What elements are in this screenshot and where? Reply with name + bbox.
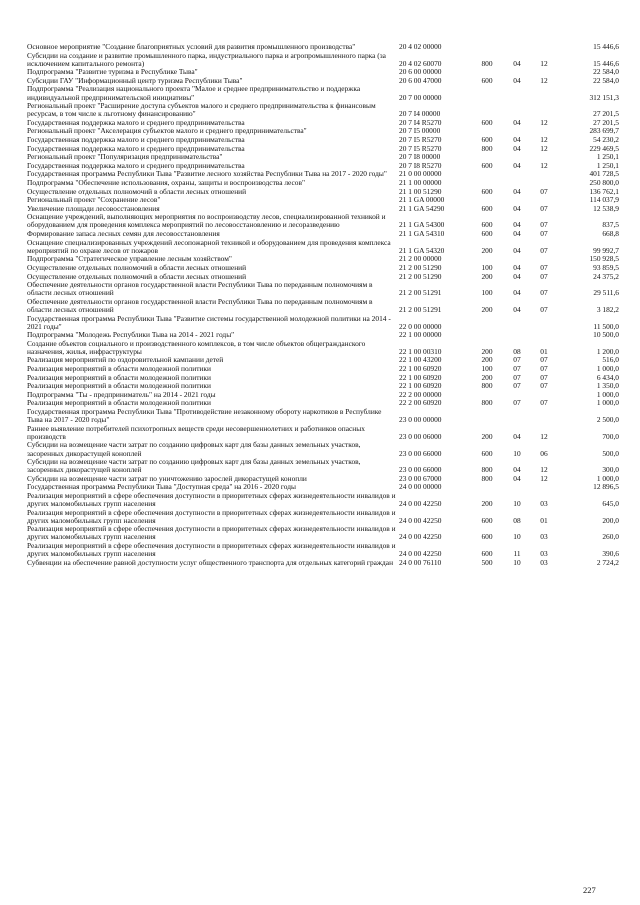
row-name: Региональный проект "Популяризация предпринимательства" xyxy=(27,152,223,162)
row-subsection: 07 xyxy=(540,304,548,314)
row-amount: 1 000,0 xyxy=(596,473,619,483)
row-expense-type: 800 xyxy=(481,473,493,483)
row-name: Подпрограмма "Обеспечение использования, охраны, защиты и воспроизводства лесов" xyxy=(27,178,305,187)
row-section xyxy=(502,331,532,340)
row-target-code: 21 1 GA 54290 xyxy=(399,203,445,213)
row-subsection xyxy=(532,408,556,425)
row-name: Государственная программа Республики Тыва "Доступная среда" на 2016 - 2020 годы xyxy=(27,482,296,492)
row-target-code: 20 4 02 00000 xyxy=(399,42,442,51)
row-target-code: 20 7 I5 R5270 xyxy=(399,143,442,153)
row-expense-type: 600 xyxy=(481,532,493,542)
row-subsection: 12 xyxy=(540,465,548,475)
table-row xyxy=(26,441,620,458)
row-name: Государственная поддержка малого и среднего предпринимательства xyxy=(27,143,245,153)
row-section: 07 xyxy=(513,364,521,374)
row-subsection: 12 xyxy=(540,431,548,441)
row-subsection xyxy=(532,331,556,340)
row-subsection: 07 xyxy=(540,355,548,365)
row-expense-type: 600 xyxy=(481,75,493,85)
row-expense-type: 200 xyxy=(481,355,493,365)
row-target-code: 20 7 I5 00000 xyxy=(399,126,441,136)
table-row xyxy=(26,52,620,69)
row-expense-type xyxy=(472,85,502,102)
table-row xyxy=(26,239,620,256)
row-name: Обеспечение деятельности органов государственной власти Республики Тыва по переданным полномочиям в области лесных отношений xyxy=(27,280,373,298)
row-name: Реализация мероприятий в сфере обеспечения доступности в приоритетных сферах жизнедеятельности инвалидов и других маломобильных групп населения xyxy=(27,490,396,509)
row-section xyxy=(502,85,532,102)
row-amount: 300,0 xyxy=(602,465,619,475)
row-expense-type: 800 xyxy=(481,143,493,153)
row-amount: 114 037,9 xyxy=(589,195,619,205)
row-name: Увеличение площади лесовосстановления xyxy=(27,203,160,213)
row-subsection: 01 xyxy=(540,346,548,356)
row-section: 10 xyxy=(513,499,521,509)
row-amount: 250 800,0 xyxy=(589,178,619,187)
row-amount: 312 151,3 xyxy=(589,92,619,102)
row-section: 04 xyxy=(513,75,521,85)
row-amount: 668,8 xyxy=(602,229,619,239)
table-row xyxy=(26,408,620,425)
row-subsection: 07 xyxy=(540,245,548,255)
row-section: 10 xyxy=(513,532,521,542)
row-subsection xyxy=(532,85,556,102)
row-subsection: 06 xyxy=(540,448,548,458)
row-expense-type: 500 xyxy=(481,557,493,567)
row-amount: 11 500,0 xyxy=(593,321,619,331)
row-expense-type: 200 xyxy=(481,271,493,281)
table-row xyxy=(26,525,620,542)
table-row xyxy=(26,542,620,559)
row-name: Формирование запаса лесных семян для лесовосстановления xyxy=(27,229,220,239)
row-subsection xyxy=(532,315,556,332)
row-name: Реализация мероприятий по оздоровительной кампании детей xyxy=(27,355,224,365)
row-section: 07 xyxy=(513,372,521,382)
row-subsection xyxy=(532,170,556,179)
row-name: Реализация мероприятий в области молодежной политики xyxy=(27,372,211,382)
row-target-code: 20 7 I8 00000 xyxy=(399,152,441,162)
row-name: Подпрограмма "Ты - предприниматель" на 2014 - 2021 годы xyxy=(27,389,216,399)
row-expense-type: 200 xyxy=(481,245,493,255)
row-target-code: 21 1 GA 00000 xyxy=(399,195,445,205)
row-amount: 12 538,9 xyxy=(593,203,619,213)
row-amount: 2 724,2 xyxy=(596,557,619,567)
row-amount: 837,5 xyxy=(602,220,619,230)
table-row xyxy=(26,102,620,119)
row-name: Реализация мероприятий в области молодежной политики xyxy=(27,398,211,408)
row-expense-type: 800 xyxy=(481,381,493,391)
row-target-code: 22 1 00 43200 xyxy=(399,355,442,365)
row-expense-type: 200 xyxy=(481,372,493,382)
row-name: Подпрограмма "Стратегическое управление лесным хозяйством" xyxy=(27,254,232,264)
row-target-code: 23 0 00 06000 xyxy=(399,431,442,441)
row-name: Региональный проект "Расширение доступа субъектов малого и среднего предпринимательства к финансовым ресурсам, в том числе к льготному финансированию" xyxy=(27,101,376,119)
table-row xyxy=(26,458,620,475)
row-amount: 150 928,5 xyxy=(589,254,619,264)
row-target-code: 22 1 00 60920 xyxy=(399,364,442,374)
row-expense-type: 600 xyxy=(481,186,493,196)
table-row xyxy=(26,492,620,509)
budget-table xyxy=(26,43,620,567)
row-name: Субсидии на создание и развитие промышленного парка, индустриального парка и агропромышленного парка (за исключением капитального ремонта) xyxy=(27,50,386,68)
row-name: Субсидии на возмещение части затрат по созданию цифровых карт для базы данных земельных участков, засоренных дикорастущей коноплей xyxy=(27,457,361,475)
row-target-code: 20 7 I5 R5270 xyxy=(399,135,442,145)
row-expense-type: 200 xyxy=(481,431,493,441)
row-subsection: 12 xyxy=(540,75,548,85)
row-expense-type: 100 xyxy=(481,288,493,298)
row-target-code: 22 1 00 00310 xyxy=(399,346,442,356)
row-expense-type: 200 xyxy=(481,499,493,509)
row-expense-type: 200 xyxy=(481,304,493,314)
row-target-code: 24 0 00 42250 xyxy=(399,515,442,525)
row-subsection: 12 xyxy=(540,160,548,170)
row-name: Государственная программа Республики Тыва "Развитие лесного хозяйства Республики Тыва на 2017 - 2020 годы" xyxy=(27,169,387,179)
row-target-code: 21 2 00 51290 xyxy=(399,262,442,272)
row-amount: 1 350,0 xyxy=(596,381,619,391)
row-subsection: 07 xyxy=(540,186,548,196)
row-name: Субсидии на возмещение части затрат по уничтожению зарослей дикорастущей конопли xyxy=(27,473,307,483)
row-target-code: 24 0 00 42250 xyxy=(399,549,442,559)
row-name: Осуществление отдельных полномочий в области лесных отношений xyxy=(27,271,247,281)
row-section: 04 xyxy=(513,135,521,145)
row-subsection: 03 xyxy=(540,499,548,509)
row-expense-type: 100 xyxy=(481,262,493,272)
row-expense-type: 800 xyxy=(481,398,493,408)
row-amount: 645,0 xyxy=(602,499,619,509)
row-target-code: 21 2 00 51291 xyxy=(399,288,442,298)
row-name: Создание объектов социального и производственного комплексов, в том числе объектов общегражданского назначения, жилья, инфраструктуры xyxy=(27,338,366,356)
table-row xyxy=(26,85,620,102)
table-row xyxy=(26,340,620,357)
row-section: 08 xyxy=(513,515,521,525)
row-amount: 12 896,5 xyxy=(593,482,619,492)
row-amount: 3 182,2 xyxy=(596,304,619,314)
row-subsection xyxy=(532,43,556,52)
row-section xyxy=(502,408,532,425)
table-row xyxy=(26,213,620,230)
row-section: 04 xyxy=(513,160,521,170)
row-expense-type: 600 xyxy=(481,220,493,230)
row-name: Государственная поддержка малого и среднего предпринимательства xyxy=(27,135,245,145)
row-name: Региональный проект "Сохранение лесов" xyxy=(27,195,161,205)
row-target-code: 22 1 00 00000 xyxy=(399,330,442,340)
row-expense-type: 800 xyxy=(481,58,493,68)
row-name: Субвенции на обеспечение равной доступности услуг общественного транспорта для отдельных категорий граждан xyxy=(27,557,394,567)
row-section: 08 xyxy=(513,346,521,356)
row-amount: 27 201,5 xyxy=(593,117,619,127)
row-name: Региональный проект "Акселерация субъектов малого и среднего предпринимательства" xyxy=(27,126,307,136)
row-subsection: 01 xyxy=(540,515,548,525)
row-subsection: 03 xyxy=(540,557,548,567)
row-subsection: 12 xyxy=(540,135,548,145)
row-target-code: 20 7 I4 00000 xyxy=(399,109,441,119)
row-expense-type: 200 xyxy=(481,346,493,356)
row-section: 04 xyxy=(513,229,521,239)
row-subsection: 07 xyxy=(540,203,548,213)
row-section xyxy=(502,43,532,52)
row-section: 04 xyxy=(513,245,521,255)
row-name: Реализация мероприятий в сфере обеспечения доступности в приоритетных сферах жизнедеятельности инвалидов и других маломобильных групп населения xyxy=(27,541,396,559)
row-amount: 54 230,2 xyxy=(593,135,619,145)
row-name: Субсидии ГАУ "Информационный центр туризма Республики Тыва" xyxy=(27,75,243,85)
row-amount: 229 469,5 xyxy=(589,143,619,153)
row-section: 04 xyxy=(513,143,521,153)
row-name: Обеспечение деятельности органов государственной власти Республики Тыва по переданным полномочиям в области лесных отношений xyxy=(27,296,373,314)
row-target-code: 20 7 I4 R5270 xyxy=(399,117,442,127)
row-amount: 283 699,7 xyxy=(589,126,619,136)
row-target-code: 21 2 00 51291 xyxy=(399,304,442,314)
row-amount: 1 200,0 xyxy=(596,346,619,356)
row-name: Подпрограмма "Развитие туризма в Республике Тыва" xyxy=(27,67,198,77)
row-section xyxy=(502,102,532,119)
row-target-code: 23 0 00 00000 xyxy=(399,415,442,425)
row-subsection: 12 xyxy=(540,143,548,153)
row-amount: 401 728,5 xyxy=(589,169,619,179)
row-subsection: 07 xyxy=(540,271,548,281)
row-target-code: 24 0 00 42250 xyxy=(399,499,442,509)
row-target-code: 22 0 00 00000 xyxy=(399,321,442,331)
row-target-code: 20 6 00 47000 xyxy=(399,75,442,85)
row-section xyxy=(502,483,532,492)
row-amount: 260,0 xyxy=(602,532,619,542)
row-section: 04 xyxy=(513,473,521,483)
row-target-code: 22 2 00 00000 xyxy=(399,389,442,399)
row-subsection: 07 xyxy=(540,381,548,391)
table-row xyxy=(26,281,620,298)
row-expense-type: 600 xyxy=(481,160,493,170)
row-section xyxy=(502,315,532,332)
row-target-code: 21 1 GA 54320 xyxy=(399,245,445,255)
budget-table-body xyxy=(26,43,620,567)
row-amount: 10 500,0 xyxy=(593,330,619,340)
row-amount: 1 000,0 xyxy=(596,364,619,374)
row-amount: 15 446,6 xyxy=(593,58,619,68)
row-target-code: 21 0 00 00000 xyxy=(399,169,442,179)
row-subsection: 07 xyxy=(540,288,548,298)
row-name: Государственная поддержка малого и среднего предпринимательства xyxy=(27,160,245,170)
row-name: Осуществление отдельных полномочий в области лесных отношений xyxy=(27,186,247,196)
row-amount: 516,0 xyxy=(602,355,619,365)
row-name: Государственная программа Республики Тыва "Развитие системы государственной молодежной политики на 2014 - 2021 годы" xyxy=(27,313,391,331)
row-target-code: 21 2 00 51290 xyxy=(399,271,442,281)
row-section: 07 xyxy=(513,381,521,391)
row-expense-type xyxy=(472,483,502,492)
row-expense-type: 100 xyxy=(481,364,493,374)
row-target-code: 20 6 00 00000 xyxy=(399,67,442,77)
row-expense-type xyxy=(472,43,502,52)
row-name: Реализация мероприятий в сфере обеспечения доступности в приоритетных сферах жизнедеятельности инвалидов и других маломобильных групп населения xyxy=(27,524,396,542)
table-row xyxy=(26,425,620,442)
row-section: 04 xyxy=(513,203,521,213)
row-name: Субсидии на возмещение части затрат по созданию цифровых карт для базы данных земельных участков, засоренных дикорастущей коноплей xyxy=(27,440,361,458)
row-subsection: 07 xyxy=(540,364,548,374)
row-subsection xyxy=(532,483,556,492)
row-name: Осуществление отдельных полномочий в области лесных отношений xyxy=(27,262,247,272)
row-target-code: 21 1 GA 54310 xyxy=(399,229,445,239)
row-subsection: 07 xyxy=(540,220,548,230)
row-subsection xyxy=(532,102,556,119)
row-expense-type xyxy=(472,315,502,332)
row-target-code: 22 1 00 60920 xyxy=(399,372,442,382)
row-expense-type: 800 xyxy=(481,465,493,475)
table-row xyxy=(26,559,620,568)
row-expense-type: 600 xyxy=(481,135,493,145)
row-name: Оснащение специализированных учреждений лесопожарной техникой и оборудованием для проведения комплекса мероприятий по охране лесов от пожаров xyxy=(27,237,391,255)
table-row xyxy=(26,315,620,332)
row-section: 04 xyxy=(513,58,521,68)
row-target-code: 24 0 00 76110 xyxy=(399,557,442,567)
row-expense-type: 600 xyxy=(481,515,493,525)
row-name: Подпрограмма "Реализация национального проекта "Малое и среднее предпринимательство и поддержка индивидуальной предпринимательской инициативы" xyxy=(27,84,361,102)
row-expense-type xyxy=(472,170,502,179)
row-amount: 1 250,1 xyxy=(596,152,619,162)
row-section: 04 xyxy=(513,186,521,196)
row-name: Оснащение учреждений, выполняющих мероприятия по воспроизводству лесов, специализированной техникой и оборудованием для проведения комплекса мероприятий по лесовосстановлению и лесоразведению xyxy=(27,212,386,230)
row-target-code: 21 1 00 51290 xyxy=(399,186,442,196)
row-amount: 136 762,1 xyxy=(589,186,619,196)
row-section: 04 xyxy=(513,288,521,298)
row-target-code: 22 2 00 60920 xyxy=(399,398,442,408)
row-amount: 200,0 xyxy=(602,515,619,525)
row-section: 04 xyxy=(513,117,521,127)
row-name: Реализация мероприятий в области молодежной политики xyxy=(27,381,211,391)
row-amount: 1 000,0 xyxy=(596,389,619,399)
row-target-code: 23 0 00 66000 xyxy=(399,448,442,458)
row-subsection: 03 xyxy=(540,549,548,559)
row-amount: 500,0 xyxy=(602,448,619,458)
row-expense-type: 600 xyxy=(481,448,493,458)
row-amount: 15 446,6 xyxy=(593,42,619,51)
row-target-code: 22 1 00 60920 xyxy=(399,381,442,391)
row-name: Раннее выявление потребителей психотропных веществ среди несовершеннолетних и работников опасных производств xyxy=(27,423,365,441)
row-name: Государственная программа Республики Тыва "Противодействие незаконному обороту наркотиков в Республике Тыва на 2017 - 2020 годы" xyxy=(27,407,382,425)
row-amount: 700,0 xyxy=(602,431,619,441)
row-target-code: 20 4 02 60070 xyxy=(399,58,442,68)
row-name: Подпрограмма "Молодежь Республики Тыва на 2014 - 2021 годы" xyxy=(27,330,235,340)
row-expense-type: 600 xyxy=(481,549,493,559)
row-section: 07 xyxy=(513,398,521,408)
row-amount: 2 500,0 xyxy=(596,415,619,425)
row-expense-type xyxy=(472,102,502,119)
row-target-code: 21 2 00 00000 xyxy=(399,254,442,264)
row-target-code: 24 0 00 00000 xyxy=(399,482,442,492)
table-row xyxy=(26,509,620,526)
row-expense-type: 600 xyxy=(481,117,493,127)
row-subsection: 07 xyxy=(540,229,548,239)
row-section: 04 xyxy=(513,262,521,272)
row-target-code: 21 1 GA 54300 xyxy=(399,220,445,230)
row-target-code: 23 0 00 66000 xyxy=(399,465,442,475)
row-amount: 22 584,0 xyxy=(593,75,619,85)
row-section: 10 xyxy=(513,448,521,458)
row-subsection: 07 xyxy=(540,262,548,272)
row-section xyxy=(502,170,532,179)
table-row xyxy=(26,298,620,315)
row-amount: 29 511,6 xyxy=(593,288,619,298)
row-amount: 1 000,0 xyxy=(596,398,619,408)
row-target-code: 20 7 I8 R5270 xyxy=(399,160,442,170)
row-amount: 22 584,0 xyxy=(593,67,619,77)
row-amount: 24 375,2 xyxy=(593,271,619,281)
row-section: 04 xyxy=(513,465,521,475)
row-section: 04 xyxy=(513,220,521,230)
row-target-code: 21 1 00 00000 xyxy=(399,178,442,187)
row-name: Государственная поддержка малого и среднего предпринимательства xyxy=(27,117,245,127)
row-subsection: 03 xyxy=(540,532,548,542)
row-section: 10 xyxy=(513,557,521,567)
row-section: 04 xyxy=(513,431,521,441)
row-section: 04 xyxy=(513,271,521,281)
row-target-code: 23 0 00 67000 xyxy=(399,473,442,483)
row-subsection: 12 xyxy=(540,117,548,127)
row-amount: 27 201,5 xyxy=(593,109,619,119)
row-subsection: 07 xyxy=(540,372,548,382)
row-expense-type: 600 xyxy=(481,229,493,239)
row-target-code: 24 0 00 42250 xyxy=(399,532,442,542)
row-section: 04 xyxy=(513,304,521,314)
row-amount: 6 434,0 xyxy=(596,372,619,382)
row-expense-type: 600 xyxy=(481,203,493,213)
page-number: 227 xyxy=(583,885,596,895)
row-subsection: 12 xyxy=(540,473,548,483)
row-target-code: 20 7 00 00000 xyxy=(399,92,442,102)
row-subsection: 12 xyxy=(540,58,548,68)
row-section: 11 xyxy=(513,549,521,559)
row-expense-type xyxy=(472,331,502,340)
row-amount: 1 250,1 xyxy=(596,160,619,170)
row-name: Реализация мероприятий в области молодежной политики xyxy=(27,364,211,374)
row-amount: 93 859,5 xyxy=(593,262,619,272)
row-section: 07 xyxy=(513,355,521,365)
row-name: Основное мероприятие "Создание благоприятных условий для развития промышленного производства" xyxy=(27,42,356,51)
row-amount: 390,6 xyxy=(602,549,619,559)
row-subsection: 07 xyxy=(540,398,548,408)
row-expense-type xyxy=(472,408,502,425)
row-name: Реализация мероприятий в сфере обеспечения доступности в приоритетных сферах жизнедеятельности инвалидов и других маломобильных групп населения xyxy=(27,507,396,525)
row-amount: 99 992,7 xyxy=(593,245,619,255)
